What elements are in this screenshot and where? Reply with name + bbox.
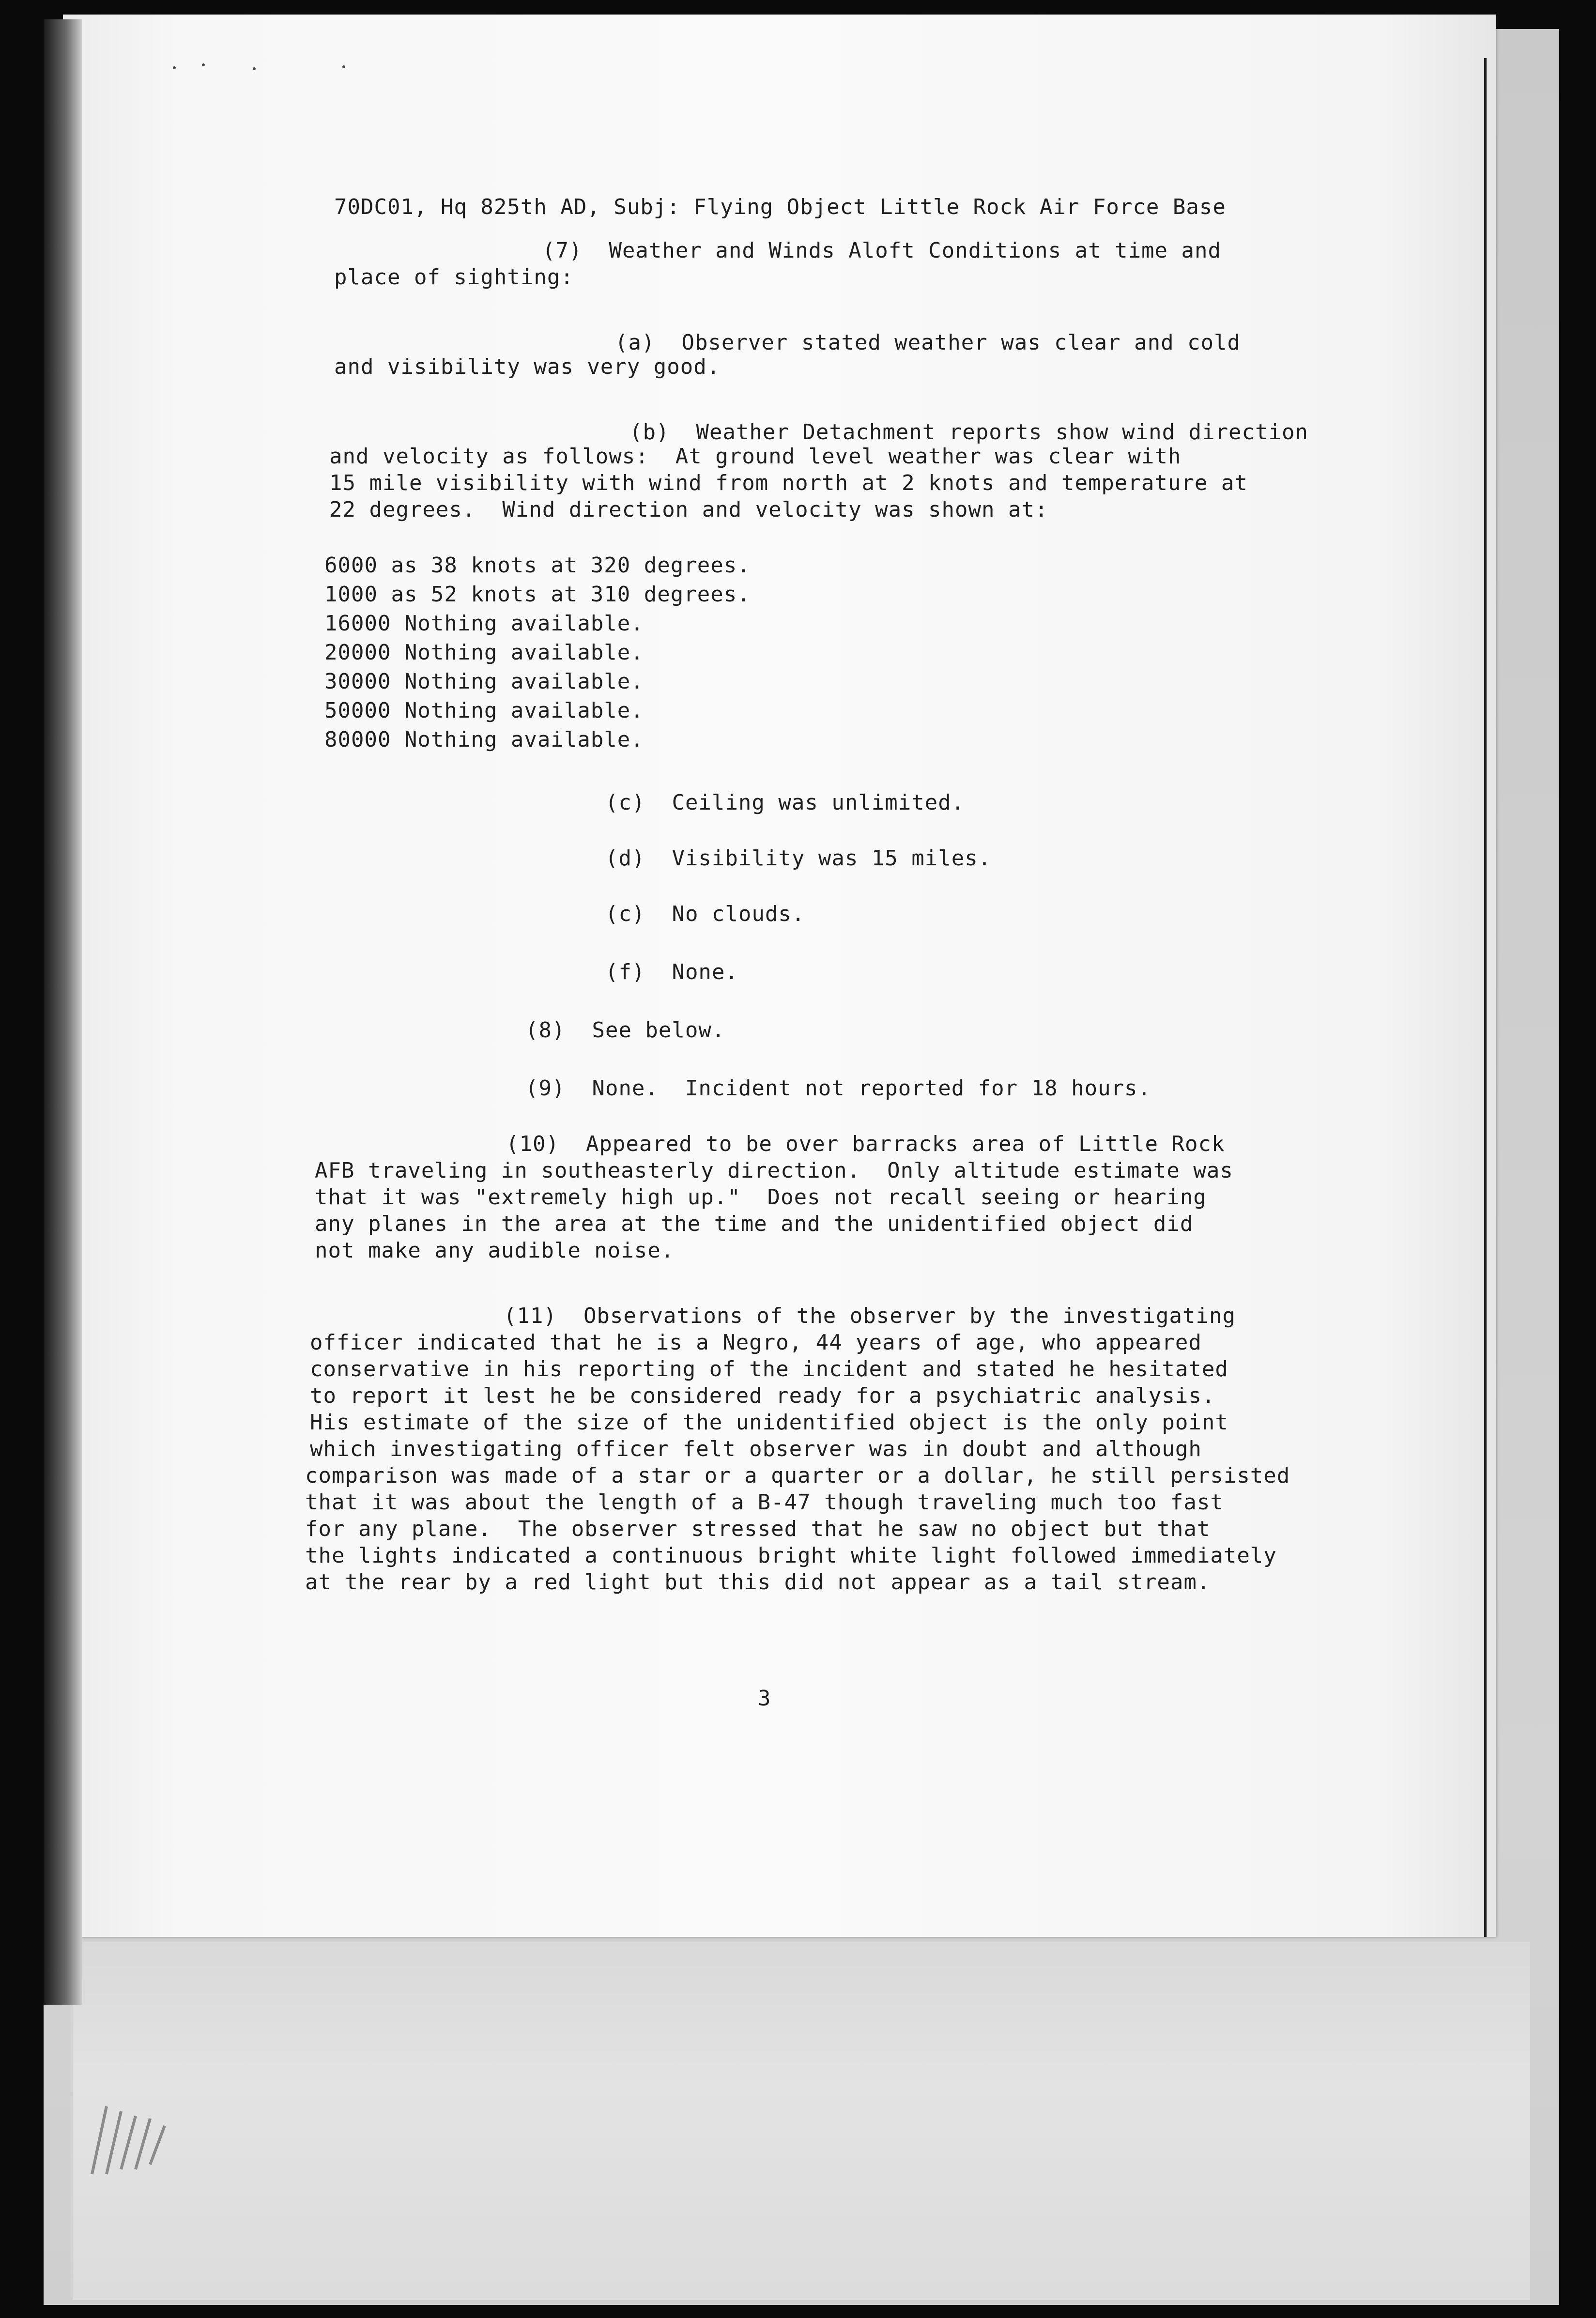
- para-7e: (c) No clouds.: [605, 902, 805, 926]
- winds-aloft-row: 50000 Nothing available.: [324, 698, 644, 723]
- para-11-line-1: (11) Observations of the observer by the investigating: [504, 1304, 1236, 1328]
- para-11-line-4: to report it lest he be considered ready for a psychiatric analysis.: [310, 1383, 1215, 1408]
- para-11-line-3: conservative in his reporting of the incident and stated he hesitated: [310, 1357, 1228, 1382]
- para-10-line-3: that it was "extremely high up." Does not recall seeing or hearing: [315, 1185, 1207, 1210]
- left-film-edge: [44, 19, 82, 2005]
- para-11-line-5: His estimate of the size of the unidentified object is the only point: [310, 1410, 1228, 1435]
- para-11-line-7: comparison was made of a star or a quarter or a dollar, he still persisted: [305, 1463, 1290, 1488]
- para-7f: (f) None.: [605, 960, 738, 984]
- para-10-line-4: any planes in the area at the time and the unidentified object did: [315, 1212, 1194, 1236]
- para-8: (8) See below.: [525, 1018, 725, 1043]
- para-7b-line-4: 22 degrees. Wind direction and velocity was shown at:: [329, 497, 1048, 522]
- handwritten-mark: [87, 2097, 179, 2179]
- para-11-line-9: for any plane. The observer stressed that he saw no object but that: [305, 1517, 1211, 1541]
- lower-blank-area: [73, 1942, 1530, 2300]
- winds-aloft-row: 6000 as 38 knots at 320 degrees.: [324, 553, 751, 578]
- para-7-line-2: place of sighting:: [334, 265, 574, 290]
- para-11-line-8: that it was about the length of a B-47 though traveling much too fast: [305, 1490, 1224, 1515]
- para-11-line-2: officer indicated that he is a Negro, 44 years of age, who appeared: [310, 1330, 1202, 1355]
- para-11-line-11: at the rear by a red light but this did not appear as a tail stream.: [305, 1570, 1211, 1595]
- page-number: 3: [758, 1686, 771, 1711]
- winds-aloft-row: 1000 as 52 knots at 310 degrees.: [324, 582, 751, 607]
- para-7b-line-3: 15 mile visibility with wind from north at 2 knots and temperature at: [329, 471, 1248, 495]
- para-7a-line-1: (a) Observer stated weather was clear and cold: [615, 330, 1241, 355]
- para-7b-line-1: (b) Weather Detachment reports show wind direction: [629, 420, 1309, 445]
- para-9: (9) None. Incident not reported for 18 hours.: [525, 1076, 1151, 1101]
- para-7c: (c) Ceiling was unlimited.: [605, 790, 965, 815]
- para-11-line-6: which investigating officer felt observer was in doubt and although: [310, 1437, 1202, 1461]
- document-page: [63, 15, 1496, 1937]
- winds-aloft-row: 80000 Nothing available.: [324, 727, 644, 752]
- subject-line: 70DC01, Hq 825th AD, Subj: Flying Object Little Rock Air Force Base: [334, 195, 1226, 219]
- para-7-line-1: (7) Weather and Winds Aloft Conditions at time and: [542, 238, 1222, 263]
- para-11-line-10: the lights indicated a continuous bright white light followed immediately: [305, 1543, 1277, 1568]
- dust-specks: [160, 58, 363, 77]
- para-7a-line-2: and visibility was very good.: [334, 354, 721, 379]
- para-10-line-1: (10) Appeared to be over barracks area of Little Rock: [506, 1132, 1225, 1156]
- winds-aloft-row: 16000 Nothing available.: [324, 611, 644, 636]
- para-10-line-5: not make any audible noise.: [315, 1238, 675, 1263]
- para-7d: (d) Visibility was 15 miles.: [605, 846, 992, 871]
- para-7b-line-2: and velocity as follows: At ground level weather was clear with: [329, 444, 1182, 469]
- winds-aloft-row: 20000 Nothing available.: [324, 640, 644, 665]
- winds-aloft-row: 30000 Nothing available.: [324, 669, 644, 694]
- right-border-rule: [1484, 58, 1487, 1937]
- para-10-line-2: AFB traveling in southeasterly direction. Only altitude estimate was: [315, 1158, 1233, 1183]
